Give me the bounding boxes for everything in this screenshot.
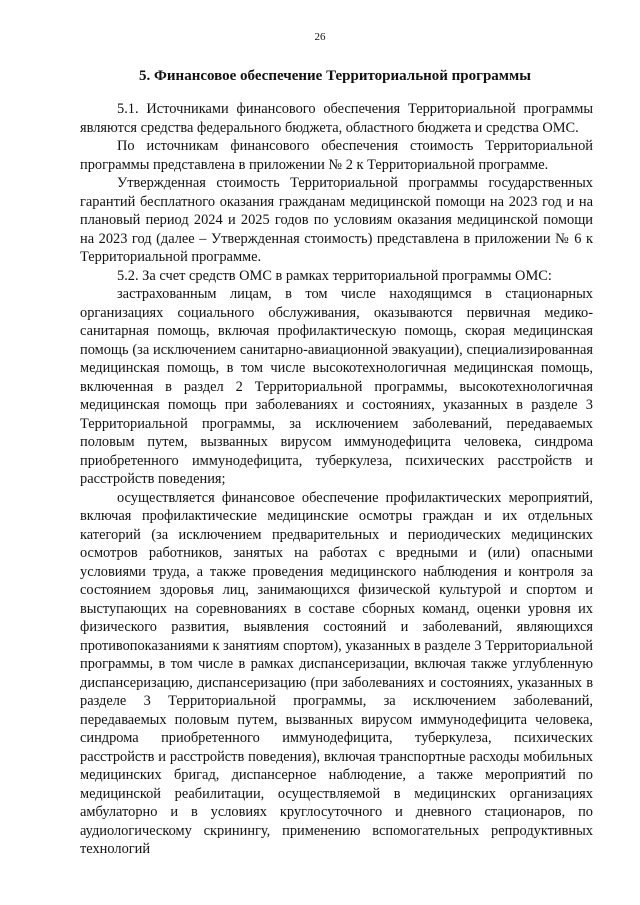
paragraph-5-2: 5.2. За счет средств ОМС в рамках территориальной программы ОМС: — [117, 267, 552, 284]
paragraph-approved-cost: Утвержденная стоимость Территориальной программы государственных гарантий бесплатного оказания гражданам медицинской помощи на 2023 год и на плановый период 2024 и 2025 годов по условиям оказания медицинской помощи на 2023 год (далее – Утвержденная стоимость) представлена в приложении № 6 к Территориальной программе. — [80, 175, 593, 265]
paragraph-preventive-measures: осуществляется финансовое обеспечение профилактических мероприятий, включая профилактические медицинские осмотры граждан и их отдельных категорий (за исключением предварительных и периодических медицинских осмотров работников, занятых на работах с вредными и (или) опасными условиями труда, а также проведения медицинского наблюдения и контроля за состоянием здоровья лиц, занимающихся физической культурой и спортом и выступающих на соревнованиях в составе сборных команд, оценки уровня их физического развития, выявления состояний и заболеваний, являющихся противопоказаниями к занятиям спортом), указанных в разделе 3 Территориальной программы, в том числе в рамках диспансеризации, включая также углубленную диспансеризацию, диспансеризацию (при заболеваниях и состояниях, указанных в разделе 3 Территориальной программы, за исключением заболеваний, передаваемых половым путем, вызванных вирусом иммунодефицита человека, синдрома приобретенного иммунодефицита, туберкулеза, психических расстройств и расстройств поведения), включая транспортные расходы мобильных медицинских бригад, диспансерное наблюдение, а также мероприятий по медицинской реабилитации, осуществляемой в медицинских организациях амбулаторно и в условиях круглосуточного и дневного стационаров, по аудиологическому скринингу, применению вспомогательных репродуктивных технологий — [80, 489, 593, 857]
paragraph-5-1: 5.1. Источниками финансового обеспечения Территориальной программы являются средства федерального бюджета, областного бюджета и средства ОМС. — [80, 101, 593, 136]
section-heading: 5. Финансовое обеспечение Территориальной программы — [139, 68, 531, 84]
paragraph-funding-sources: По источникам финансового обеспечения стоимость Территориальной программы представлена в приложении № 2 к Территориальной программе. — [80, 138, 593, 173]
page-number: 26 — [314, 31, 326, 43]
paragraph-insured-persons: застрахованным лицам, в том числе находящимся в стационарных организациях социального обслуживания, оказываются первичная медико-санитарная помощь, включая профилактическую помощь, скорая медицинская помощь (за исключением санитарно-авиационной эвакуации), специализированная медицинская помощь, в том числе высокотехнологичная медицинская помощь, включенная в раздел 2 Территориальной программы, высокотехнологичная медицинская помощь при заболеваниях и состояниях, указанных в разделе 3 Территориальной программы, за исключением заболеваний, передаваемых половым путем, вызванных вирусом иммунодефицита человека, синдрома приобретенного иммунодефицита, туберкулеза, психических расстройств и расстройств поведения; — [80, 286, 593, 487]
body-text — [80, 100, 593, 859]
